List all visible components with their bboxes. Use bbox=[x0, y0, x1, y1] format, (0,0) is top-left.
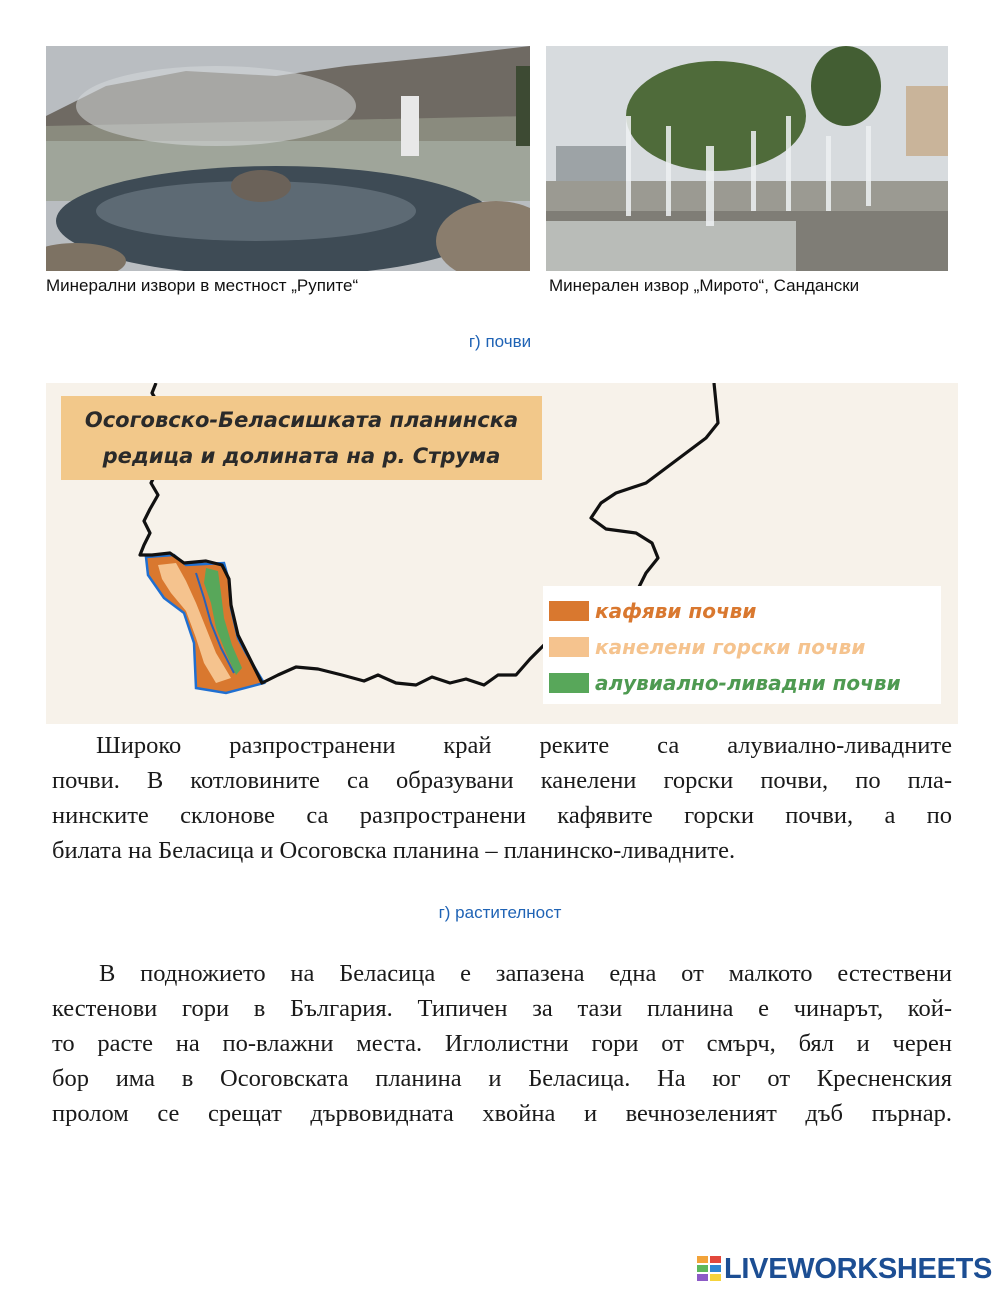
paragraph-line: В подножието на Беласица е запазена една от малкото естествени bbox=[99, 960, 952, 987]
soils-paragraph bbox=[52, 734, 952, 864]
legend-item-alluvial bbox=[549, 668, 901, 698]
photo-caption: Минерален извор „Мирото“, Сандански bbox=[549, 276, 860, 295]
map-title bbox=[61, 396, 542, 480]
legend-swatch bbox=[549, 601, 589, 621]
legend-swatch bbox=[549, 637, 589, 657]
map-title-line: Осоговско-Беласишката планинска bbox=[84, 408, 519, 432]
vegetation-paragraph bbox=[52, 962, 952, 1132]
paragraph-line: кестенови гори в България. Типичен за тази планина е чинарът, кой- bbox=[52, 995, 952, 1022]
legend-label: алувиално-ливадни почви bbox=[595, 671, 901, 695]
legend-label: кафяви почви bbox=[595, 599, 757, 623]
paragraph-line: бор има в Осоговската планина и Беласица. На юг от Кресненския bbox=[52, 1065, 952, 1092]
paragraph-line: пролом се срещат дървовидната хвойна и вечнозеленият дъб пърнар. bbox=[52, 1100, 952, 1127]
brand-text: LIVEWORKSHEETS bbox=[724, 1252, 993, 1285]
paragraph-line-last: билата на Беласица и Осоговска планина – планинско-ливадните. bbox=[52, 837, 736, 864]
paragraph-line: нинските склонове са разпространени кафявите горски почви, а по bbox=[52, 802, 952, 829]
liveworksheets-logo-icon bbox=[697, 1256, 721, 1282]
paragraph-line: то расте на по-влажни места. Иглолистни гори от смърч, бял и черен bbox=[52, 1030, 952, 1057]
map-title-line: редица и долината на р. Струма bbox=[102, 444, 501, 468]
paragraph-line: Широко разпространени край реките са алувиално-ливадните bbox=[96, 732, 952, 759]
soil-map bbox=[46, 383, 958, 724]
legend-label: канелени горски почви bbox=[595, 635, 866, 659]
liveworksheets-brand bbox=[697, 1254, 992, 1284]
paragraph-line: почви. В котловините са образувани канелени горски почви, по пла- bbox=[52, 767, 952, 794]
legend-swatch bbox=[549, 673, 589, 693]
photo-miroto-fountain bbox=[546, 46, 948, 271]
section-label-soils: г) почви bbox=[468, 332, 532, 351]
section-label-vegetation: г) растителност bbox=[438, 903, 562, 922]
photo-caption: Минерални извори в местност „Рупите“ bbox=[46, 276, 359, 295]
legend-item-brown bbox=[549, 596, 756, 626]
legend-item-cinnamon bbox=[549, 632, 865, 662]
map-legend bbox=[543, 586, 941, 704]
photo-rupite-springs bbox=[46, 46, 530, 271]
